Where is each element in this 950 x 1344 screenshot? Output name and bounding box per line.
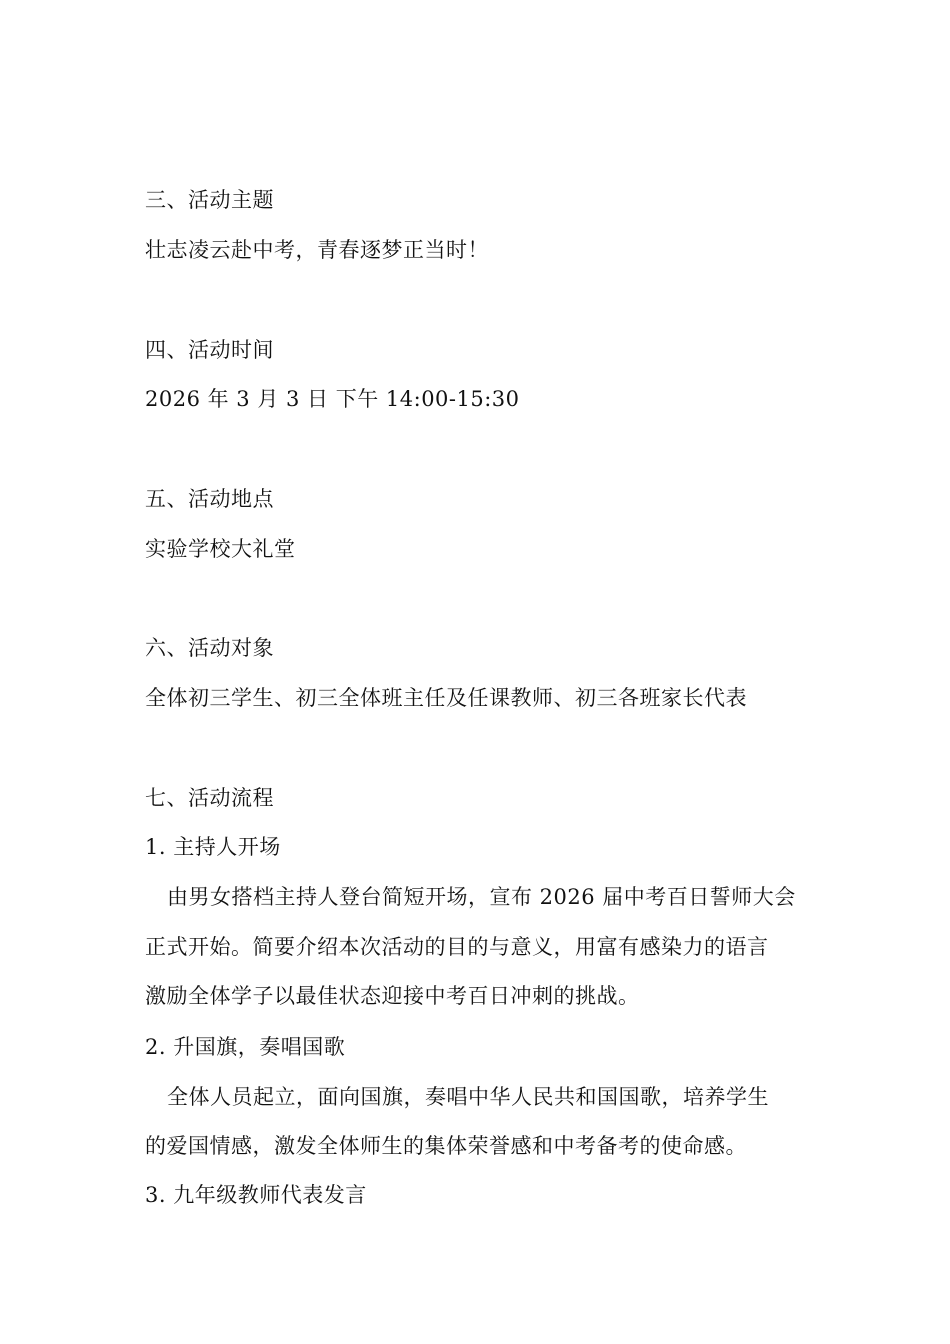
process-item-title-3: 3. 九年级教师代表发言 [145,1183,367,1207]
process-item-title-2: 2. 升国旗，奏唱国歌 [145,1035,346,1059]
process-item-1-line-3: 激励全体学子以最佳状态迎接中考百日冲刺的挑战。 [145,984,640,1008]
section-heading-time: 四、活动时间 [145,338,274,362]
section-heading-audience: 六、活动对象 [145,636,274,660]
process-item-1-line-2: 正式开始。简要介绍本次活动的目的与意义，用富有感染力的语言 [145,935,769,959]
section-body-time: 2026 年 3 月 3 日 下午 14:00-15:30 [145,387,520,411]
section-body-audience: 全体初三学生、初三全体班主任及任课教师、初三各班家长代表 [145,686,747,710]
section-heading-theme: 三、活动主题 [145,188,274,212]
section-body-theme: 壮志凌云赴中考，青春逐梦正当时！ [145,238,489,262]
section-heading-location: 五、活动地点 [145,487,274,511]
process-item-2-line-1: 全体人员起立，面向国旗，奏唱中华人民共和国国歌，培养学生 [167,1085,769,1109]
process-item-title-1: 1. 主持人开场 [145,835,281,859]
section-heading-process: 七、活动流程 [145,786,274,810]
process-item-1-line-1: 由男女搭档主持人登台简短开场，宣布 2026 届中考百日誓师大会 [167,885,796,909]
section-body-location: 实验学校大礼堂 [145,537,296,561]
process-item-2-line-2: 的爱国情感，激发全体师生的集体荣誉感和中考备考的使命感。 [145,1134,747,1158]
